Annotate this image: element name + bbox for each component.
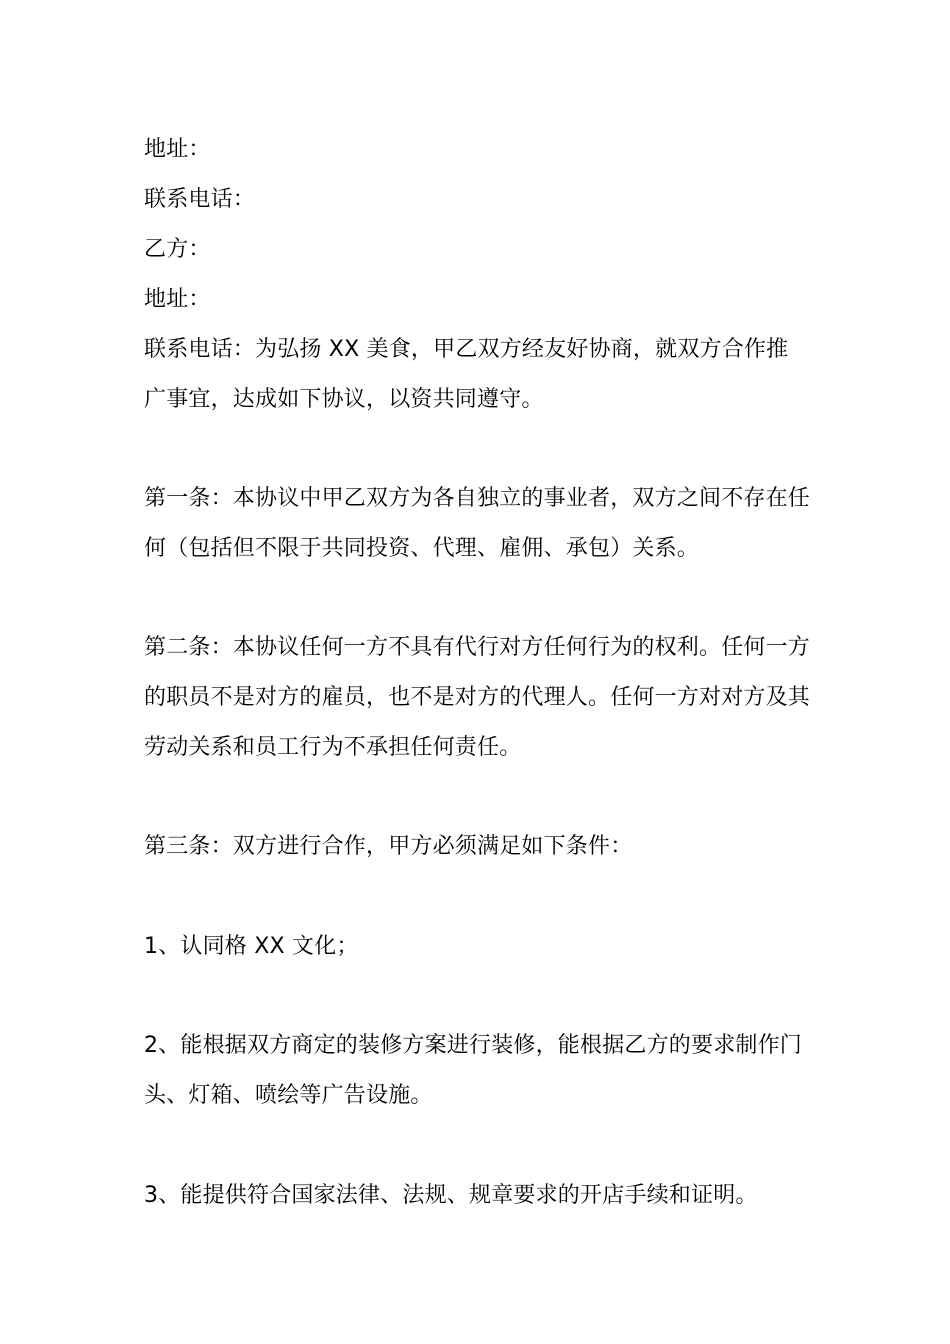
article-3-paragraph: 第三条：双方进行合作，甲方必须满足如下条件：: [144, 834, 633, 859]
condition-item-1: 1、认同格 XX 文化；: [144, 934, 359, 959]
party-a-address-line: 地址：: [144, 137, 211, 162]
party-a-phone-line: 联系电话：: [144, 187, 256, 212]
article-2-paragraph: 第二条：本协议任何一方不具有代行对方任何行为的权利。任何一方的职员不是对方的雇员，也不是对方的代理人。任何一方对对方及其劳动关系和员工行为不承担任何责任。: [144, 635, 811, 760]
condition-item-2: 2、能根据双方商定的装修方案进行装修，能根据乙方的要求制作门头、灯箱、喷绘等广告设施。: [144, 1033, 802, 1108]
intro-paragraph: 联系电话：为弘扬 XX 美食，甲乙双方经友好协商，就双方合作推广事宜，达成如下协议，以资共同遵守。: [144, 337, 789, 412]
article-1-paragraph: 第一条：本协议中甲乙双方为各自独立的事业者，双方之间不存在任何（包括但不限于共同投资、代理、雇佣、承包）关系。: [144, 486, 811, 561]
party-b-address-line: 地址：: [144, 287, 211, 312]
condition-item-3: 3、能提供符合国家法律、法规、规章要求的开店手续和证明。: [144, 1183, 758, 1208]
party-b-line: 乙方：: [144, 237, 211, 262]
